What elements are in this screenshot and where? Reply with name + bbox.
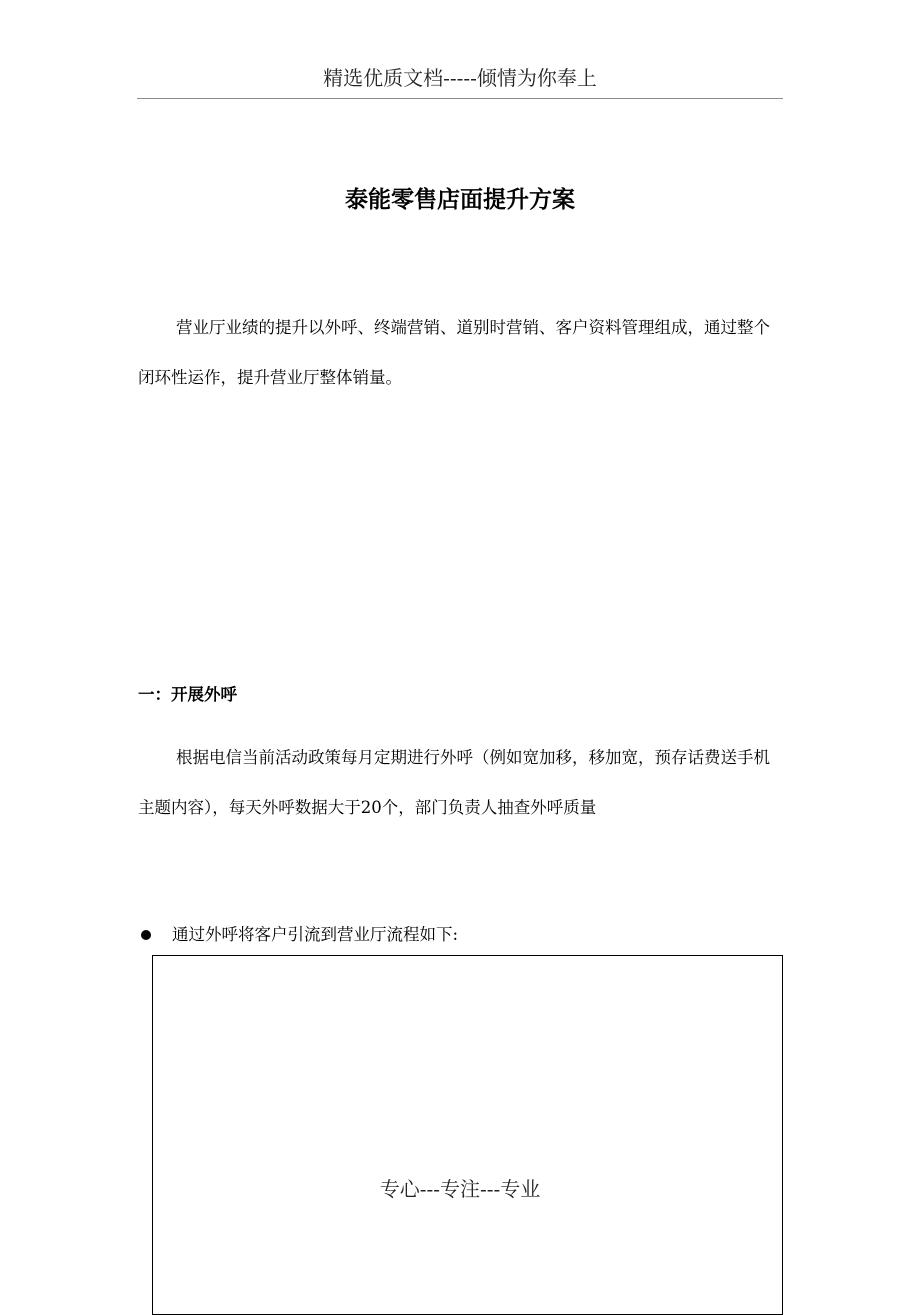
section-body-paragraph: 根据电信当前活动政策每月定期进行外呼（例如宽加移，移加宽，预存话费送手机主题内容），每天外呼数据大于20个，部门负责人抽查外呼质量 xyxy=(138,748,770,817)
page-footer: 专心---专注---专业 xyxy=(379,1177,541,1201)
document-title: 泰能零售店面提升方案 xyxy=(345,186,575,213)
header-divider xyxy=(137,98,783,99)
intro-paragraph: 营业厅业绩的提升以外呼、终端营销、道别时营销、客户资料管理组成，通过整个闭环性运作，提升营业厅整体销量。 xyxy=(138,318,770,387)
section-heading-outbound-calls: 一：开展外呼 xyxy=(138,685,237,704)
bullet-text: 通过外呼将客户引流到营业厅流程如下: xyxy=(172,925,459,944)
bullet-item xyxy=(138,920,458,950)
page-header: 精选优质文档-----倾情为你奉上 xyxy=(323,66,597,90)
bullet-dot-icon xyxy=(141,930,151,940)
flowchart-frame xyxy=(152,955,783,1315)
